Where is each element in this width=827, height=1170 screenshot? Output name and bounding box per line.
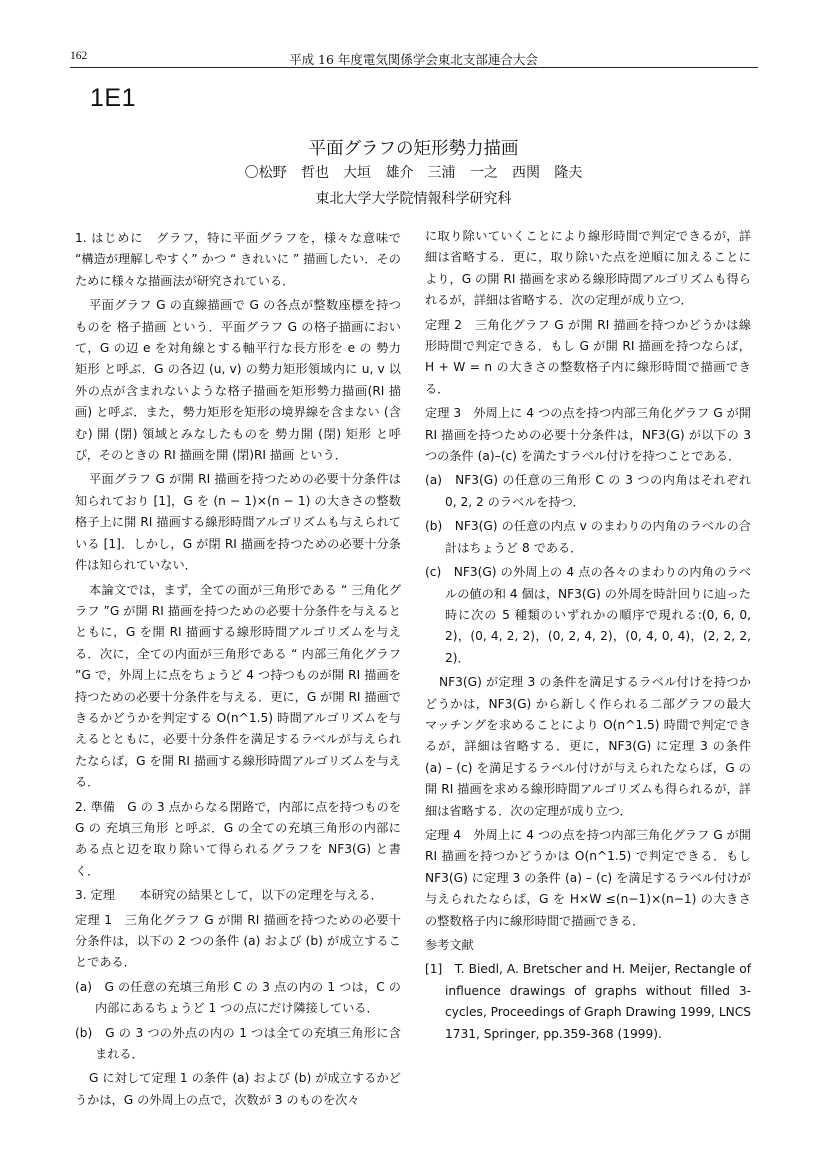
paragraph: 平面グラフ G が開 RI 描画を持つための必要十分条件は知られており [1]，G を (n − 1)×(n − 1) の大きさの整数格子上に開 RI 描画する線形時間アルゴリズムも与えられている [1]．しかし，G が閉 RI 描画を持つための必要十分条件は知られていない．: [75, 472, 401, 573]
section-preliminaries: 2. 準備 G の 3 点からなる閉路で，内部に点を持つものを G の 充填三角形 と呼ぶ．G の全ての充填三角形の内部にある点と辺を取り除いて得られるグラフを NF3(G) と書く．: [75, 799, 401, 878]
condition-item: (b) G の 3 つの外点の内の 1 つは全ての充填三角形に含まれる．: [75, 1025, 401, 1062]
reference-item: [1] T. Biedl, A. Bretscher and H. Meijer, Rectangle of influence drawings of graphs without filled 3-cycles, Proceedings of Graph Drawing 1999, LNCS 1731, Springer, pp.359-368 (1999).: [425, 962, 751, 1041]
right-column: [425, 226, 751, 1048]
author-list: 〇松野 哲也 大垣 雄介 三浦 一之 西関 隆夫: [244, 165, 583, 181]
condition-item: (a) NF3(G) の任意の三角形 C の 3 つの内角はそれぞれ 0, 2, 2 のラベルを持つ．: [425, 473, 751, 509]
affiliation: 東北大学大学院情報科学研究科: [315, 191, 512, 207]
header-rule: [70, 67, 758, 68]
section-theorems: 3. 定理 本研究の結果として，以下の定理を与える．: [75, 888, 383, 903]
theorem-4: 定理 4 外周上に 4 つの点を持つ内部三角化グラフ G が開 RI 描画を持つかどうかは O(n^1.5) で判定できる．もし NF3(G) に定理 3 の条件 (a) – (c) を満足するラベル付けが与えられたならば，G を H×W ≤(n−1)×(n−1) の大きさの整数格子内に線形時間で描画できる．: [425, 827, 751, 928]
condition-item: (b) NF3(G) の任意の内点 v のまわりの内角のラベルの合計はちょうど 8 である．: [425, 519, 751, 555]
theorem-1: 定理 1 三角化グラフ G が開 RI 描画を持つための必要十分条件は，以下の 2 つの条件 (a) および (b) が成立することである．: [75, 912, 401, 970]
section-introduction: 1. はじめに グラフ，特に平面グラフを，様々な意味で “構造が理解しやすく” かつ “ きれいに ” 描画したい．そのために様々な描画法が研究されている．: [75, 231, 401, 288]
session-id: 1E1: [90, 84, 136, 112]
paper-title: 平面グラフの矩形勢力描画: [308, 139, 519, 159]
conference-header: 平成 16 年度電気関係学会東北支部連合大会: [289, 52, 538, 67]
paragraph: 本論文では，まず，全ての面が三角形である “ 三角化グラフ ”G が開 RI 描画を持つための必要十分条件を与えるとともに，G を開 RI 描画する線形時間アルゴリズムを与える．次に，全ての内面が三角形である “ 内部三角化グラフ ”G で，外周上に点をちょうど 4 つ持つものが開 RI 描画を持つための必要十分条件を与える．更に，G が開 RI 描画できるかどうかを判定する O(n^1.5) 時間アルゴリズムを与えるとともに，必要十分条件を満足するラベルが与えられたならば，G を開 RI 描画する線形時間アルゴリズムを与える．: [75, 582, 401, 790]
paragraph: 平面グラフ G の直線描画で G の各点が整数座標を持つものを 格子描画 という．平面グラフ G の格子描画において，G の辺 e を対角線とする軸平行な長方形を e の 勢力矩形 と呼ぶ．G の各辺 (u, v) の勢力矩形領域内に u, v 以外の点が含まれないような格子描画を矩形勢力描画(RI 描画) と呼ぶ．また，勢力矩形を矩形の境界線を含まない (含む) 開 (閉) 領域とみなしたものを 勢力開 (閉) 矩形 と呼び，そのときの RI 描画を開 (閉)RI 描画 という．: [75, 298, 401, 463]
condition-item: (c) NF3(G) の外周上の 4 点の各々のまわりの内角のラベルの値の和 4 個は，NF3(G) の外周を時計回りに辿った時に次の 5 種類のいずれかの順序で現れる:(0, 6, 0, 2)，(0, 4, 2, 2)，(0, 2, 4, 2)，(0, 4, 0, 4)，(2, 2, 2, 2)．: [425, 565, 751, 665]
paragraph: に取り除いていくことにより線形時間で判定できるが，詳細は省略する．更に，取り除いた点を逆順に加えることにより，G の開 RI 描画を求める線形時間アルゴリズムも得られるが，詳細は省略する．次の定理が成り立つ．: [425, 229, 751, 308]
theorem-2: 定理 2 三角化グラフ G が開 RI 描画を持つかどうかは線形時間で判定できる．もし G が開 RI 描画を持つならば，H + W = n の大きさの整数格子内に線形時間で描画できる．: [425, 317, 751, 396]
theorem-3: 定理 3 外周上に 4 つの点を持つ内部三角化グラフ G が開 RI 描画を持つための必要十分条件は，NF3(G) が以下の 3 つの条件 (a)–(c) を満たすラベル付けを持つことである．: [425, 406, 751, 464]
paragraph: G に対して定理 1 の条件 (a) および (b) が成立するかどうかは，G の外周上の点で，次数が 3 のものを次々: [75, 1071, 401, 1107]
paragraph: NF3(G) が定理 3 の条件を満足するラベル付けを持つかどうかは，NF3(G) から新しく作られる二部グラフの最大マッチングを求めることにより O(n^1.5) 時間で判定できるが，詳細は省略する．更に，NF3(G) に定理 3 の条件 (a) – (c) を満足するラベル付けが与えられたならば，G の開 RI 描画を求める線形時間アルゴリズムも得られるが，詳細は省略する．次の定理が成り立つ．: [425, 675, 751, 818]
page-number: 162: [70, 50, 88, 62]
condition-item: (a) G の任意の充填三角形 C の 3 点の内の 1 つは，C の内部にあるちょうど 1 つの点にだけ隣接している．: [75, 979, 401, 1016]
left-column: [75, 228, 401, 1114]
references-heading: 参考文献: [425, 938, 474, 952]
